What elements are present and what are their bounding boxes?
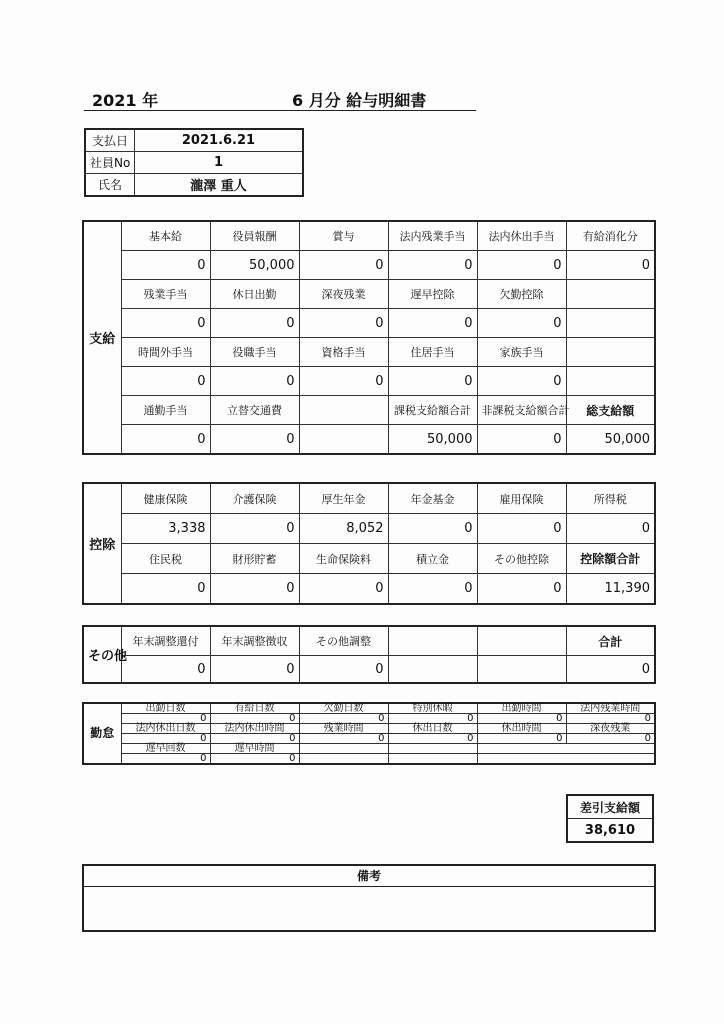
deduction-value-row (83, 574, 655, 605)
payment-label-cell: 立替交通費 (210, 396, 299, 425)
deduction-label-cell: 健康保険 (121, 483, 210, 514)
deduction-label-cell: 年金基金 (388, 483, 477, 514)
payment-value-cell: 0 (121, 425, 210, 455)
attendance-value-cell (566, 754, 655, 765)
other-label-cell (477, 626, 566, 656)
payment-value-cell: 0 (566, 251, 655, 280)
employee-no-value: 1 (135, 152, 304, 174)
employee-name-label: 氏名 (85, 174, 135, 197)
payment-value-cell: 50,000 (388, 425, 477, 455)
net-pay-label: 差引支給額 (567, 795, 653, 819)
deduction-label-cell: その他控除 (477, 544, 566, 574)
payment-value-cell: 0 (299, 251, 388, 280)
deductions-table (82, 482, 656, 605)
deduction-value-cell: 0 (121, 574, 210, 605)
deduction-label-cell: 住民税 (121, 544, 210, 574)
payment-value-cell: 0 (388, 309, 477, 338)
employee-no-row (85, 152, 303, 174)
attendance-table (82, 702, 656, 765)
deduction-label-cell: 積立金 (388, 544, 477, 574)
payment-label-cell: 有給消化分 (566, 221, 655, 251)
payment-value-cell (566, 367, 655, 396)
payment-date-value: 2021.6.21 (135, 129, 304, 152)
attendance-label-cell: 特別休暇 (388, 703, 477, 714)
payment-value-cell: 0 (299, 367, 388, 396)
deduction-value-cell: 3,338 (121, 514, 210, 544)
deduction-label-cell: 生命保険料 (299, 544, 388, 574)
attendance-label-cell (388, 744, 477, 754)
payment-value-cell: 0 (210, 425, 299, 455)
attendance-value-cell (477, 754, 566, 765)
payment-date-row (85, 129, 303, 152)
attendance-label-cell: 残業時間 (299, 724, 388, 734)
deduction-value-row (83, 514, 655, 544)
other-label-cell: 年末調整徴収 (210, 626, 299, 656)
payment-label-cell: 住居手当 (388, 338, 477, 367)
attendance-value-row (83, 714, 655, 724)
other-value-row (83, 656, 655, 684)
attendance-label-cell: 法内残業時間 (566, 703, 655, 714)
payment-value-row (83, 425, 655, 455)
deduction-label-row (83, 544, 655, 574)
other-label-cell: 合計 (566, 626, 655, 656)
net-pay-box (566, 794, 654, 843)
attendance-value-cell: 0 (388, 734, 477, 744)
other-section-label: その他 (83, 626, 121, 683)
attendance-label-cell: 欠勤日数 (299, 703, 388, 714)
deduction-label-cell: 雇用保険 (477, 483, 566, 514)
payment-label-cell: 法内休出手当 (477, 221, 566, 251)
payment-value-cell: 0 (121, 367, 210, 396)
deduction-label-row (83, 483, 655, 514)
payment-label-cell (299, 396, 388, 425)
payment-label-cell: 遅早控除 (388, 280, 477, 309)
attendance-value-cell: 0 (210, 754, 299, 765)
employee-name-row (85, 174, 303, 197)
payment-label-row (83, 396, 655, 425)
payment-value-row (83, 367, 655, 396)
other-value-cell: 0 (566, 656, 655, 684)
deduction-value-cell: 0 (210, 574, 299, 605)
payment-label-row (83, 221, 655, 251)
payment-value-row (83, 309, 655, 338)
header-underline (84, 110, 476, 111)
payment-label-row (83, 280, 655, 309)
payment-value-cell: 0 (121, 251, 210, 280)
payments-table (82, 220, 656, 455)
payment-label-cell: 休日出勤 (210, 280, 299, 309)
payment-value-cell: 0 (121, 309, 210, 338)
attendance-value-row (83, 754, 655, 765)
payment-label-cell: 総支給額 (566, 396, 655, 425)
other-value-cell (477, 656, 566, 684)
employee-name-value: 瀧澤 重人 (135, 174, 304, 197)
payment-value-cell (566, 309, 655, 338)
deduction-value-cell: 0 (477, 574, 566, 605)
attendance-value-cell: 0 (121, 714, 210, 724)
deduction-value-cell: 11,390 (566, 574, 655, 605)
attendance-label-row (83, 744, 655, 754)
payment-label-cell: 家族手当 (477, 338, 566, 367)
payment-label-cell: 通勤手当 (121, 396, 210, 425)
other-value-cell: 0 (121, 656, 210, 684)
attendance-section-label: 勤怠 (83, 703, 121, 764)
attendance-value-cell: 0 (477, 734, 566, 744)
attendance-label-cell (477, 744, 566, 754)
attendance-label-cell: 遅早回数 (121, 744, 210, 754)
payment-label-cell: 非課税支給額合計 (477, 396, 566, 425)
attendance-value-cell: 0 (121, 754, 210, 765)
attendance-label-cell: 休出日数 (388, 724, 477, 734)
attendance-label-cell (299, 744, 388, 754)
remarks-label: 備考 (84, 866, 654, 887)
payment-date-label: 支払日 (85, 129, 135, 152)
attendance-label-cell: 法内休出時間 (210, 724, 299, 734)
payment-value-cell: 0 (477, 309, 566, 338)
payment-label-cell: 役員報酬 (210, 221, 299, 251)
attendance-label-cell: 出勤日数 (121, 703, 210, 714)
payment-value-cell: 0 (477, 425, 566, 455)
attendance-value-cell: 0 (477, 714, 566, 724)
payslip-year: 2021 年 (92, 91, 159, 110)
attendance-value-cell (299, 754, 388, 765)
deduction-value-cell: 0 (299, 574, 388, 605)
attendance-label-row (83, 724, 655, 734)
others-table (82, 625, 656, 684)
attendance-value-cell: 0 (210, 714, 299, 724)
payment-label-cell: 深夜残業 (299, 280, 388, 309)
payment-value-cell: 0 (299, 309, 388, 338)
attendance-value-cell: 0 (388, 714, 477, 724)
payment-value-cell (299, 425, 388, 455)
payment-label-cell (566, 280, 655, 309)
payment-label-row (83, 338, 655, 367)
attendance-value-cell: 0 (566, 734, 655, 744)
attendance-label-cell: 休出時間 (477, 724, 566, 734)
attendance-label-cell: 法内休出日数 (121, 724, 210, 734)
attendance-label-cell (566, 744, 655, 754)
payment-value-cell: 0 (388, 251, 477, 280)
payment-value-cell: 50,000 (566, 425, 655, 455)
other-value-cell (388, 656, 477, 684)
deduction-label-cell: 介護保険 (210, 483, 299, 514)
deduction-label-cell: 控除額合計 (566, 544, 655, 574)
payment-value-cell: 50,000 (210, 251, 299, 280)
payment-label-cell (566, 338, 655, 367)
remarks-box (82, 864, 656, 932)
deduction-label-cell: 財形貯蓄 (210, 544, 299, 574)
attendance-label-cell: 出勤時間 (477, 703, 566, 714)
payment-value-cell: 0 (388, 367, 477, 396)
payslip-title: 6 月分 給与明細書 (292, 91, 427, 110)
attendance-label-row (83, 703, 655, 714)
payment-label-cell: 残業手当 (121, 280, 210, 309)
attendance-value-cell (388, 754, 477, 765)
payment-label-cell: 欠勤控除 (477, 280, 566, 309)
attendance-label-cell: 深夜残業 (566, 724, 655, 734)
deduction-value-cell: 0 (388, 514, 477, 544)
payment-label-cell: 資格手当 (299, 338, 388, 367)
deduction-label-cell: 厚生年金 (299, 483, 388, 514)
payment-label-cell: 法内残業手当 (388, 221, 477, 251)
other-value-cell: 0 (299, 656, 388, 684)
payment-section-label: 支給 (83, 221, 121, 454)
attendance-value-row (83, 734, 655, 744)
payment-value-cell: 0 (477, 367, 566, 396)
attendance-value-cell: 0 (210, 734, 299, 744)
net-pay-value: 38,610 (567, 819, 653, 843)
attendance-value-cell: 0 (299, 714, 388, 724)
employee-no-label: 社員No (85, 152, 135, 174)
payment-value-cell: 0 (477, 251, 566, 280)
deduction-label-cell: 所得税 (566, 483, 655, 514)
other-label-cell: 年末調整還付 (121, 626, 210, 656)
payment-label-cell: 課税支給額合計 (388, 396, 477, 425)
deduction-value-cell: 0 (566, 514, 655, 544)
other-label-row (83, 626, 655, 656)
attendance-value-cell: 0 (566, 714, 655, 724)
other-label-cell (388, 626, 477, 656)
payment-label-cell: 役職手当 (210, 338, 299, 367)
deduction-value-cell: 0 (210, 514, 299, 544)
attendance-value-cell: 0 (121, 734, 210, 744)
payment-label-cell: 基本給 (121, 221, 210, 251)
attendance-label-cell: 遅早時間 (210, 744, 299, 754)
payment-value-cell: 0 (210, 367, 299, 396)
other-value-cell: 0 (210, 656, 299, 684)
payment-value-row (83, 251, 655, 280)
deduction-value-cell: 8,052 (299, 514, 388, 544)
payment-label-cell: 賞与 (299, 221, 388, 251)
attendance-value-cell: 0 (299, 734, 388, 744)
attendance-label-cell: 有給日数 (210, 703, 299, 714)
deduction-section-label: 控除 (83, 483, 121, 604)
other-label-cell: その他調整 (299, 626, 388, 656)
deduction-value-cell: 0 (477, 514, 566, 544)
employee-info-table (84, 128, 304, 197)
payment-value-cell: 0 (210, 309, 299, 338)
deduction-value-cell: 0 (388, 574, 477, 605)
payment-label-cell: 時間外手当 (121, 338, 210, 367)
